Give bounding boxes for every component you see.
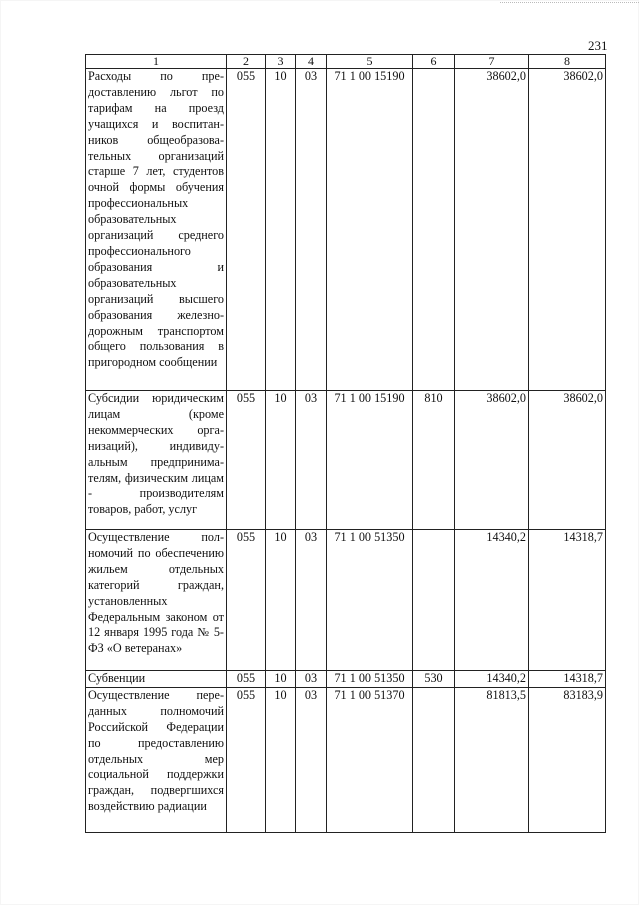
amount-col8-cell: 14318,7 [529,671,606,688]
section-cell: 10 [266,671,296,688]
budget-table [85,54,606,833]
target-article-cell: 71 1 00 51350 [327,530,413,671]
section-cell: 10 [266,530,296,671]
expense-type-cell [413,69,455,391]
row-name-cell: Субвенции [86,671,227,688]
table-row [86,687,606,832]
section-cell: 10 [266,687,296,832]
amount-col7-cell: 81813,5 [455,687,529,832]
amount-col8-cell: 14318,7 [529,530,606,671]
target-article-cell: 71 1 00 15190 [327,69,413,391]
row-name-cell: Расходы по предоставлению льгот по тарифам на проезд учащихся и воспитанников общеобразовательных организаций старше 7 лет, студентов очной формы обучения профессиональных образовательных организаций среднего профессионального образования и образовательных организаций высшего образования железнодорожным транспортом общего пользования в пригородном сообщении [86,69,227,391]
expense-type-cell [413,530,455,671]
table-row [86,69,606,391]
ministry-code-cell: 055 [227,530,266,671]
amount-col8-cell: 38602,0 [529,391,606,530]
column-header: 7 [455,55,529,69]
expense-type-cell: 810 [413,391,455,530]
amount-col8-cell: 38602,0 [529,69,606,391]
column-header: 2 [227,55,266,69]
column-header: 3 [266,55,296,69]
row-name-cell: Осуществление полномочий по обеспечению жильем отдельных категорий граждан, установленных Федеральным законом от 12 января 1995 года № 5-ФЗ «О ветеранах» [86,530,227,671]
column-header: 1 [86,55,227,69]
column-header: 5 [327,55,413,69]
table-row [86,530,606,671]
expense-type-cell [413,687,455,832]
scan-artifact-line [500,2,639,3]
row-name-cell: Осуществление переданных полномочий Российской Федерации по предоставлению отдельных мер социальной поддержки граждан, подвергшихся воздействию радиации [86,687,227,832]
expense-type-cell: 530 [413,671,455,688]
section-cell: 10 [266,391,296,530]
amount-col7-cell: 38602,0 [455,391,529,530]
ministry-code-cell: 055 [227,391,266,530]
column-header: 8 [529,55,606,69]
amount-col7-cell: 14340,2 [455,671,529,688]
target-article-cell: 71 1 00 51370 [327,687,413,832]
table-header-row [86,55,606,69]
ministry-code-cell: 055 [227,687,266,832]
table-row [86,671,606,688]
section-cell: 10 [266,69,296,391]
column-header: 6 [413,55,455,69]
row-name-cell: Субсидии юридическим лицам (кроме некоммерческих организаций), индивидуальным предпринимателям, физическим лицам - производителям товаров, работ, услуг [86,391,227,530]
table-row [86,391,606,530]
amount-col7-cell: 38602,0 [455,69,529,391]
subsection-cell: 03 [296,391,327,530]
target-article-cell: 71 1 00 51350 [327,671,413,688]
target-article-cell: 71 1 00 15190 [327,391,413,530]
ministry-code-cell: 055 [227,69,266,391]
subsection-cell: 03 [296,530,327,671]
amount-col7-cell: 14340,2 [455,530,529,671]
ministry-code-cell: 055 [227,671,266,688]
subsection-cell: 03 [296,671,327,688]
column-header: 4 [296,55,327,69]
subsection-cell: 03 [296,69,327,391]
amount-col8-cell: 83183,9 [529,687,606,832]
subsection-cell: 03 [296,687,327,832]
page-number: 231 [588,38,608,53]
